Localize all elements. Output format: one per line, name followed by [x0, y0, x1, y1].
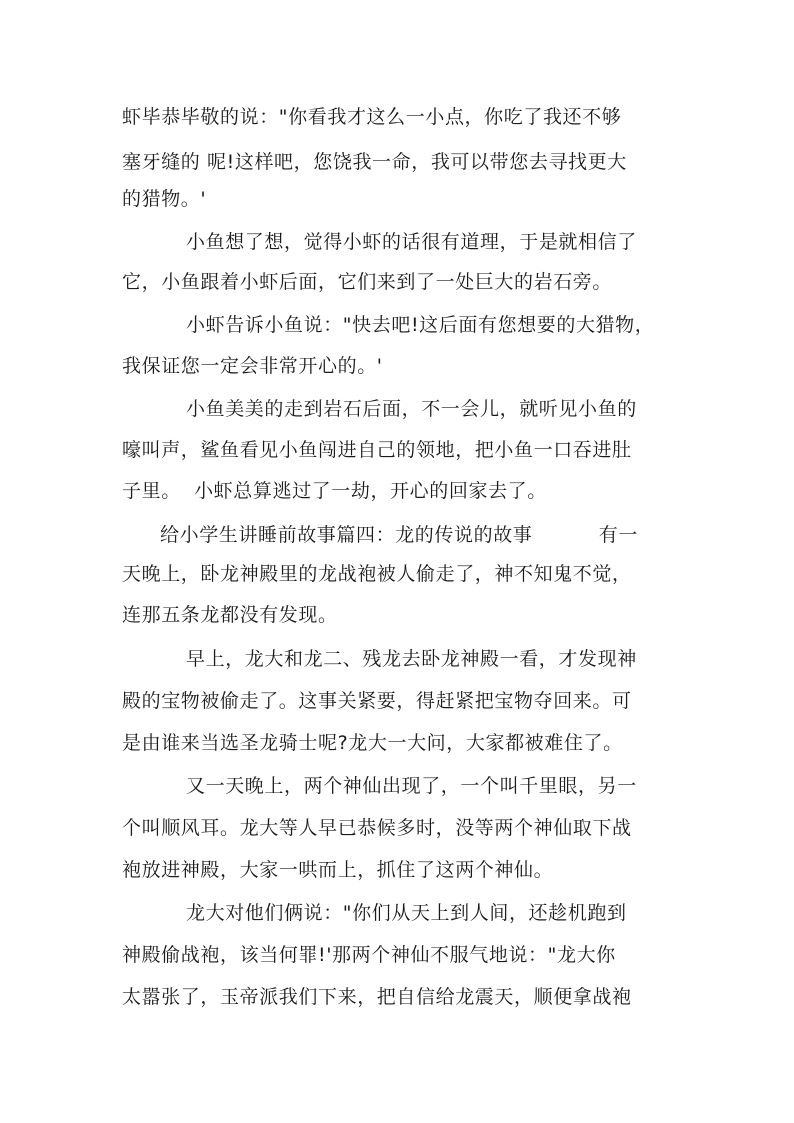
- text-line: 袍放进神殿，大家一哄而上，抓住了这两个神仙。: [122, 859, 554, 881]
- text-line: 神殿偷战袍，该当何罪!'那两个神仙不服气地说："龙大你: [122, 944, 616, 966]
- text-line: 它，小鱼跟着小虾后面，它们来到了一处巨大的岩石旁。: [122, 271, 613, 293]
- paragraph-first-line: 龙大对他们俩说："你们从天上到人间，还趁机跑到: [186, 902, 627, 924]
- story-heading: 给小学生讲睡前故事篇四：龙的传说的故事 有一: [160, 524, 638, 546]
- text-line: 子里。 小虾总算逃过了一劫，开心的回家去了。: [122, 480, 547, 502]
- text-line: 的猎物。': [122, 188, 207, 210]
- paragraph-first-line: 小鱼美美的走到岩石后面，不一会儿，就听见小鱼的: [186, 398, 637, 420]
- paragraph-first-line: 小虾告诉小鱼说："快去吧!这后面有您想要的大猎物，: [186, 314, 655, 336]
- text-line: 我保证您一定会非常开心的。': [122, 355, 383, 377]
- text-line: 太嚣张了，玉帝派我们下来，把自信给龙震天，顺便拿战袍: [122, 986, 632, 1008]
- text-line: 嚎叫声，鲨鱼看见小鱼闯进自己的领地，把小鱼一口吞进肚: [122, 439, 632, 461]
- text-line: 连那五条龙都没有发现。: [122, 604, 338, 626]
- paragraph-first-line: 又一天晚上，两个神仙出现了，一个叫千里眼，另一: [186, 775, 637, 797]
- text-line: 天晚上，卧龙神殿里的龙战袍被人偷走了，神不知鬼不觉，: [122, 563, 632, 585]
- text-line: 塞牙缝的 呢!这样吧，您饶我一命，我可以带您去寻找更大: [122, 151, 627, 173]
- text-line: 个叫顺风耳。龙大等人早已恭候多时，没等两个神仙取下战: [122, 817, 632, 839]
- text-line: 是由谁来当选圣龙骑士呢?龙大一大问，大家都被难住了。: [122, 732, 623, 754]
- paragraph-first-line: 早上，龙大和龙二、残龙去卧龙神殿一看，才发现神: [186, 648, 637, 670]
- text-line: 殿的宝物被偷走了。这事关紧要，得赶紧把宝物夺回来。可: [122, 690, 632, 712]
- paragraph-first-line: 小鱼想了想，觉得小虾的话很有道理，于是就相信了: [186, 231, 637, 253]
- text-line: 虾毕恭毕敬的说："你看我才这么一小点，你吃了我还不够: [122, 106, 622, 128]
